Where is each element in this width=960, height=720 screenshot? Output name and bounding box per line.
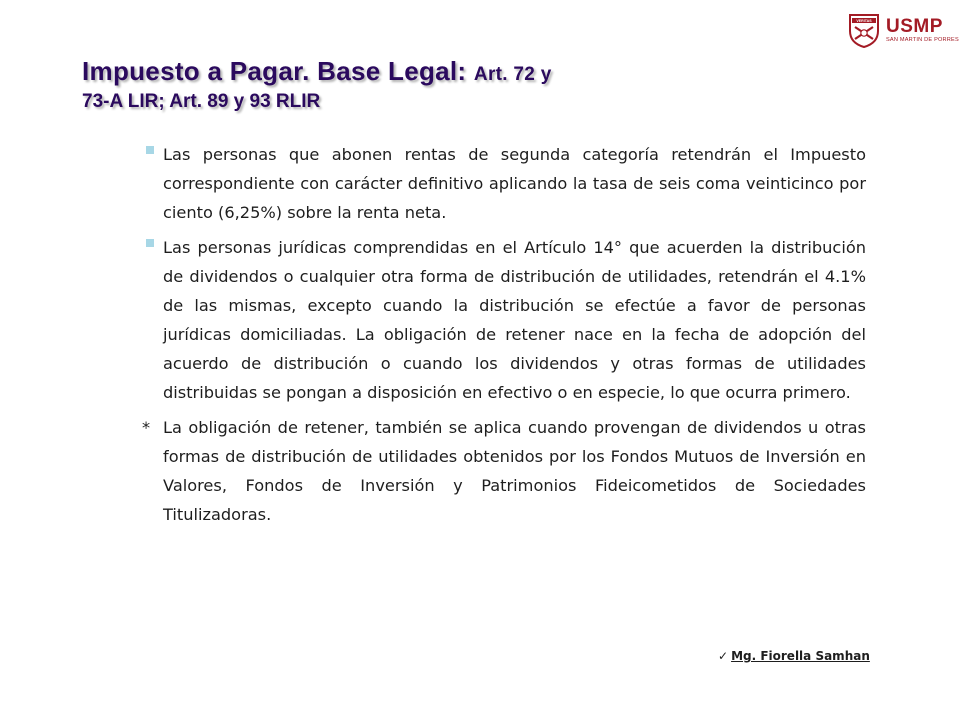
footnote bbox=[142, 413, 866, 529]
author-name: Mg. Fiorella Samhan bbox=[731, 649, 870, 663]
title-small: Art. 72 y bbox=[473, 64, 552, 85]
title-line-2: 73-A LIR; Art. 89 y 93 RLIR bbox=[82, 91, 321, 112]
title-line-1 bbox=[82, 56, 722, 90]
slide-title bbox=[82, 56, 722, 114]
bullet-text: Las personas jurídicas comprendidas en el Artículo 14° que acuerden la distribución de dividendos o cualquier otra forma de distribución de utilidades, retendrán el 4.1% de las mismas, excepto cuando la distribución se efectúe a favor de personas jurídicas domiciliadas. La obligación de retener nace en la fecha de adopción del acuerdo de distribución o cuando los dividendos y otras formas de utilidades distribuidas se pongan a disposición en efectivo o en especie, lo que ocurra primero. bbox=[163, 238, 866, 402]
slide-content bbox=[142, 140, 866, 529]
asterisk-marker: * bbox=[142, 418, 151, 437]
seal-text: VERITAS bbox=[856, 19, 872, 24]
square-bullet-icon bbox=[146, 239, 154, 247]
university-seal-icon bbox=[846, 11, 882, 49]
bullet-text: Las personas que abonen rentas de segunda categoría retendrán el Impuesto correspondiente con carácter definitivo aplicando la tasa de seis coma veinticinco por ciento (6,25%) sobre la renta neta. bbox=[163, 145, 866, 222]
bullet-item bbox=[146, 233, 866, 407]
logo-text bbox=[886, 17, 959, 44]
square-bullet-icon bbox=[146, 146, 154, 154]
checkmark-icon: ✓ bbox=[718, 649, 729, 663]
author-credit bbox=[718, 649, 870, 663]
title-main: Impuesto a Pagar. Base Legal: bbox=[82, 56, 474, 86]
logo-name: USMP bbox=[886, 15, 943, 37]
footnote-text: La obligación de retener, también se aplica cuando provengan de dividendos u otras formas de distribución de utilidades obtenidos por los Fondos Mutuos de Inversión en Valores, Fondos de Inversión y Patrimonios Fideicometidos de Sociedades Titulizadoras. bbox=[163, 418, 866, 524]
bullet-item bbox=[146, 140, 866, 227]
logo-subtitle: SAN MARTIN DE PORRES bbox=[886, 36, 959, 43]
usmp-logo bbox=[846, 10, 959, 50]
